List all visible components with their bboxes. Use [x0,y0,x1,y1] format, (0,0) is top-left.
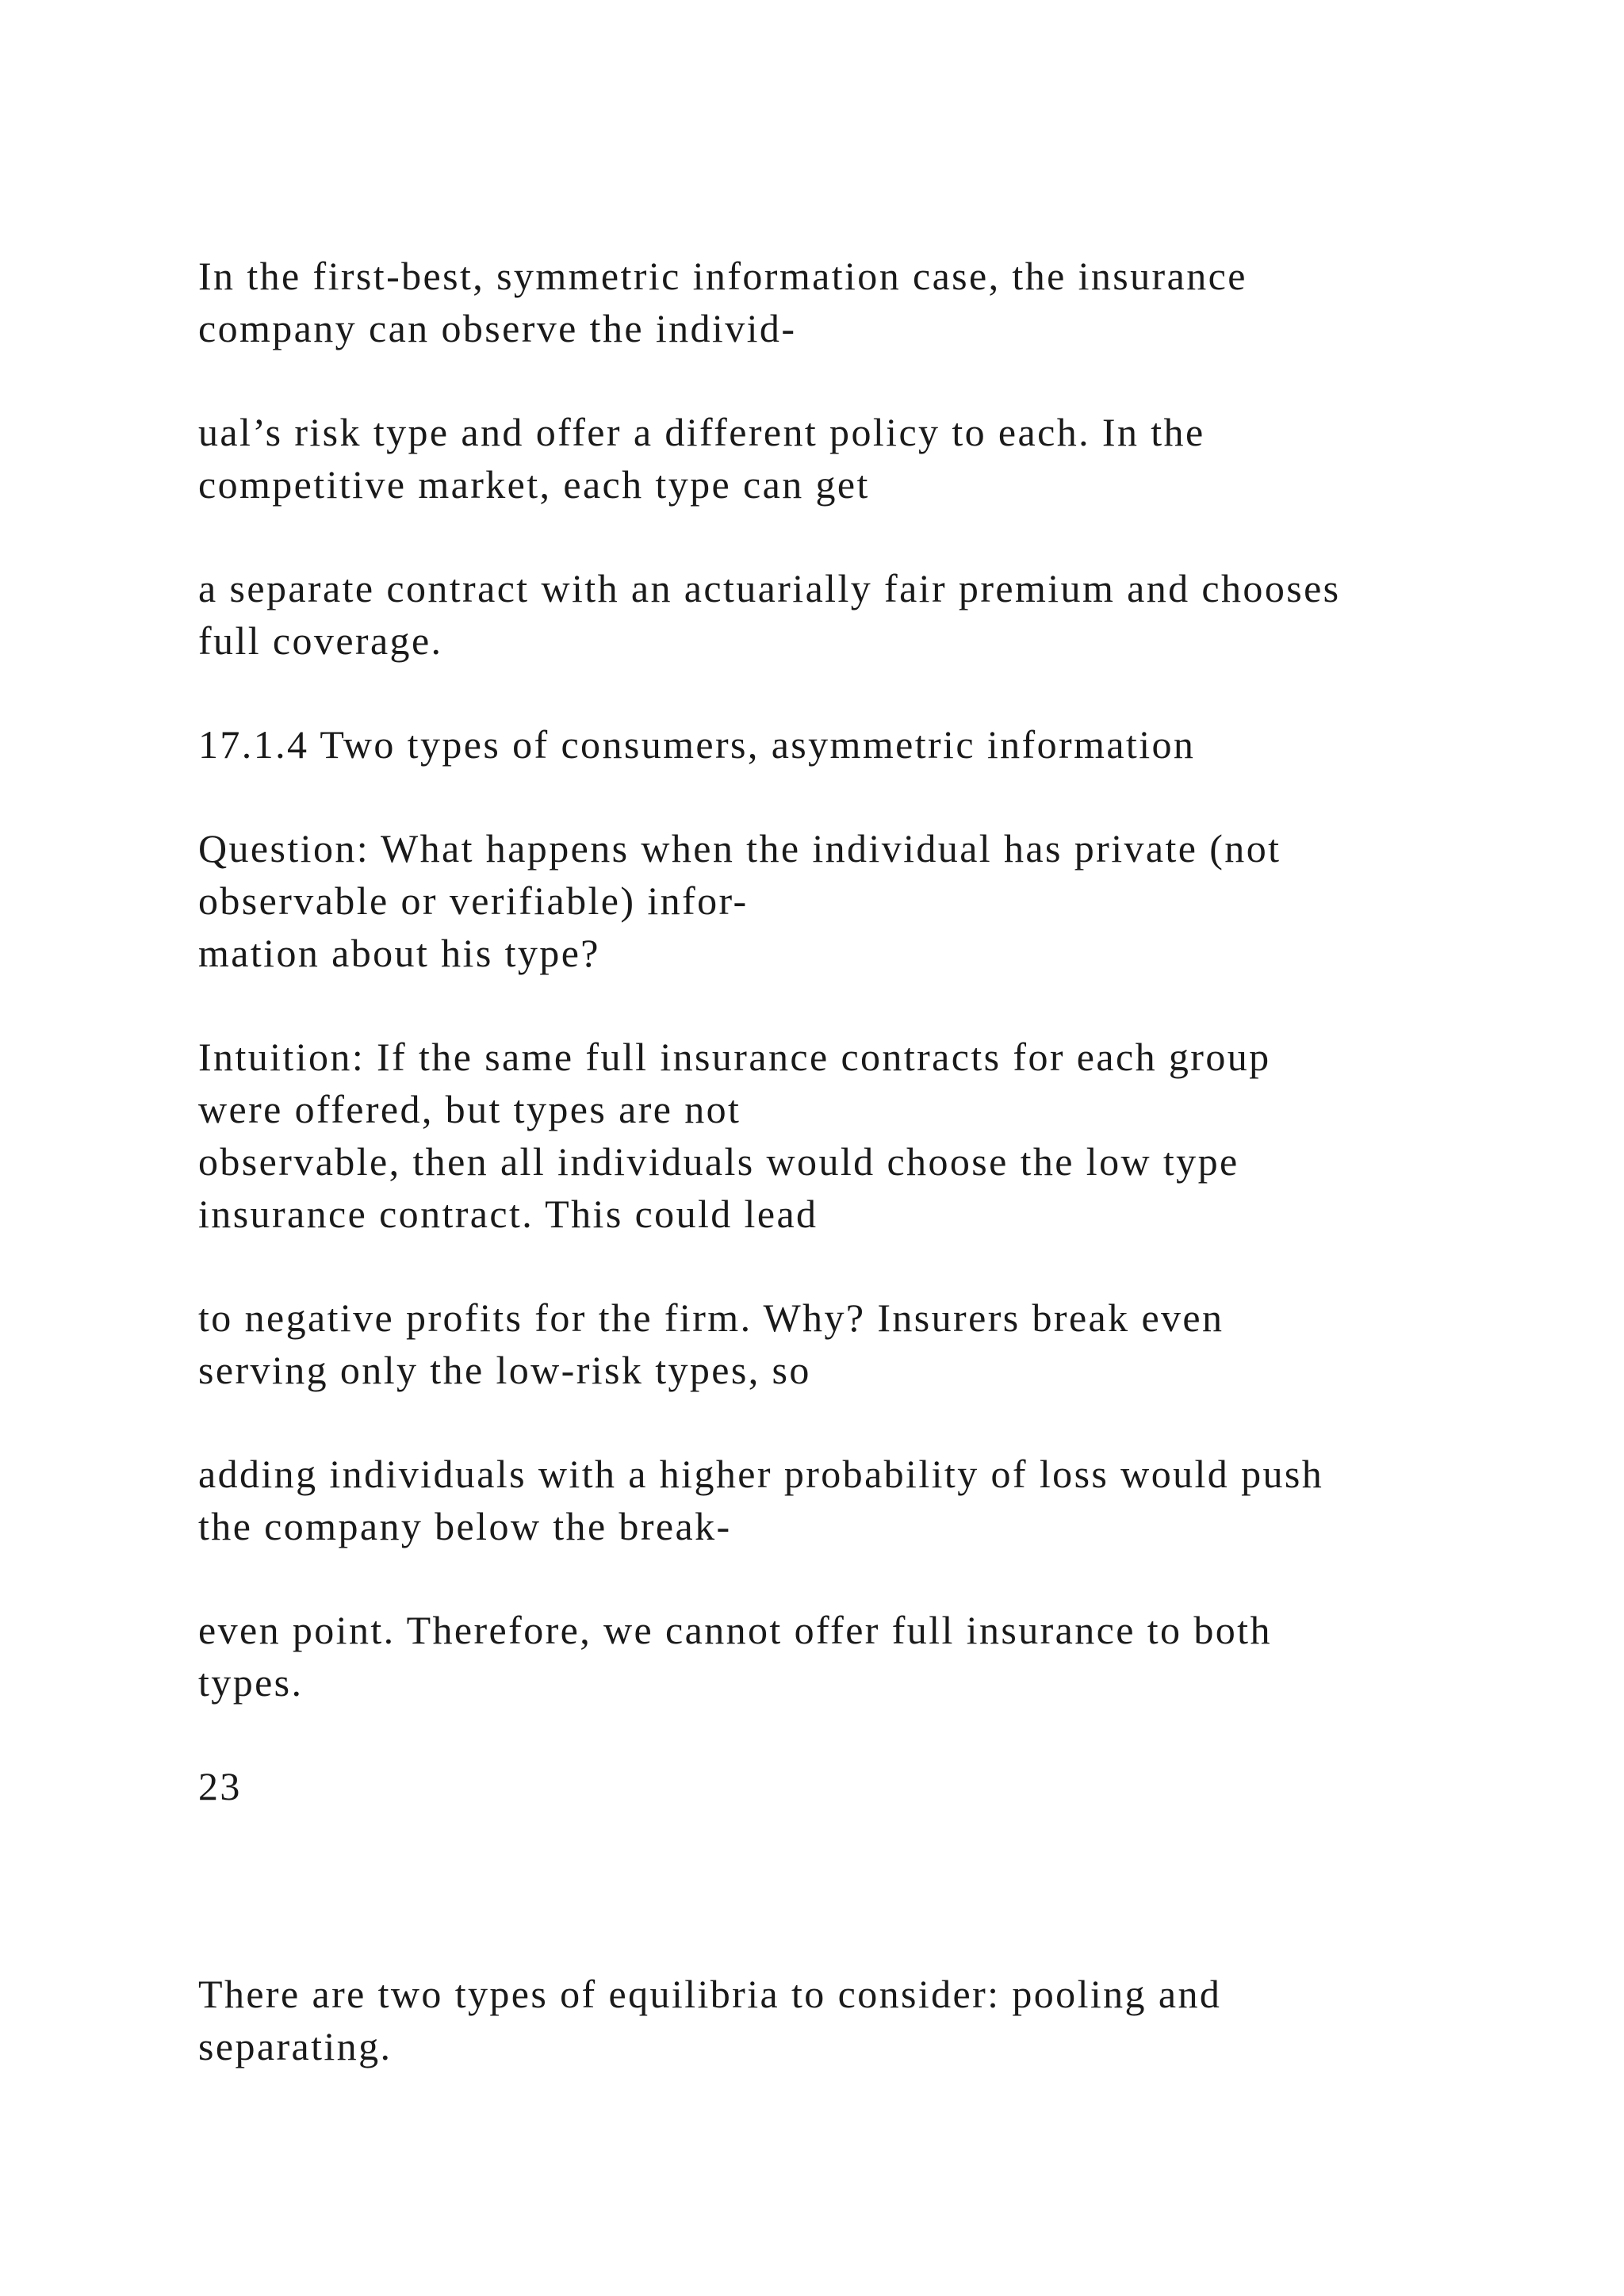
paragraph-line: observable, then all individuals would choose the low type [198,1139,1239,1184]
paragraph-line: mation about his type? [198,931,600,975]
section-heading: 17.1.4 Two types of consumers, asymmetric information [198,722,1196,767]
paragraph-line: to negative profits for the firm. Why? Insurers break even [198,1295,1224,1340]
paragraph-line: company can observe the individ- [198,306,797,350]
paragraph-line: adding individuals with a higher probability of loss would push [198,1452,1324,1496]
paragraph-line: separating. [198,2024,393,2068]
paragraph-line: Question: What happens when the individual has private (not [198,826,1281,871]
paragraph-line: full coverage. [198,618,443,663]
paragraph-line: In the first-best, symmetric information case, the insurance [198,254,1247,298]
paragraph-line: the company below the break- [198,1504,732,1548]
paragraph-line: even point. Therefore, we cannot offer full insurance to both [198,1608,1272,1652]
paragraph-line: observable or verifiable) infor- [198,878,749,923]
page-number: 23 [198,1764,242,1808]
paragraph-line: serving only the low-risk types, so [198,1348,811,1392]
paragraph-line: types. [198,1660,304,1705]
paragraph-line: a separate contract with an actuarially fair premium and chooses [198,566,1341,610]
paragraph-line: insurance contract. This could lead [198,1192,818,1236]
paragraph-line: Intuition: If the same full insurance contracts for each group [198,1035,1271,1079]
paragraph-line: ual’s risk type and offer a different policy to each. In the [198,410,1205,454]
paragraph-line: There are two types of equilibria to consider: pooling and [198,1972,1222,2016]
paragraph-line: were offered, but types are not [198,1087,741,1131]
paragraph-line: competitive market, each type can get [198,462,870,507]
